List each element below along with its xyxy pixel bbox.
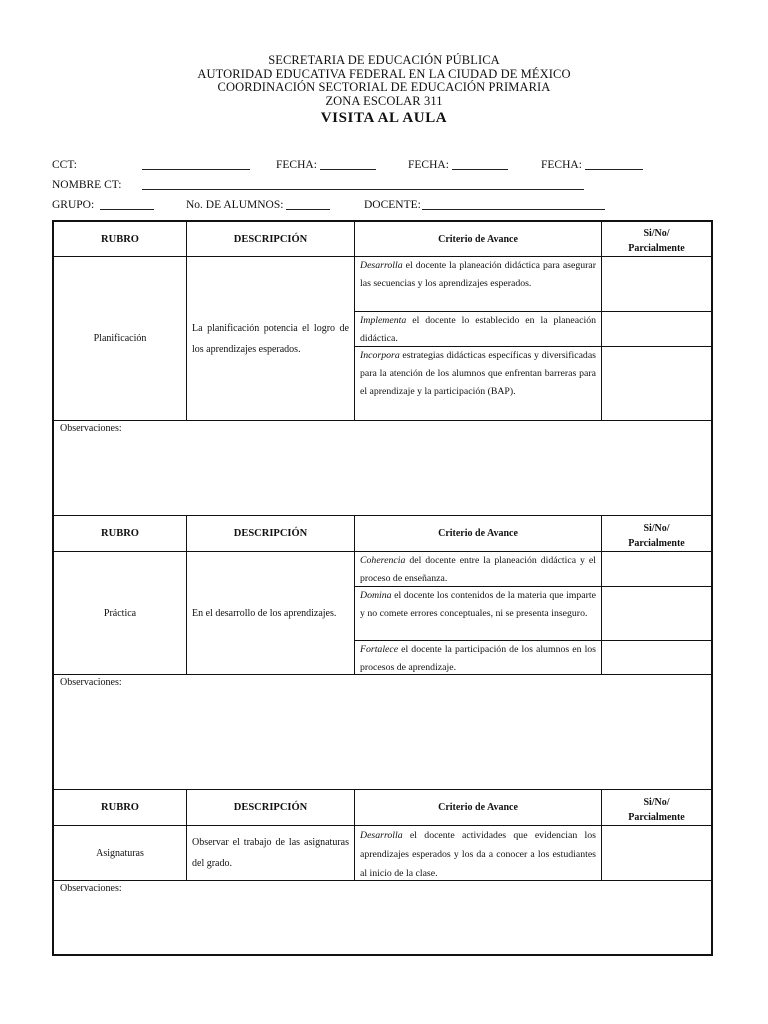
criterio-cell — [355, 826, 602, 881]
criterio-text: el docente actividades que evidencian los aprendizajes esperados y los da a conocer a los estudiantes al inicio de la clase. — [360, 830, 596, 879]
rubro-header: RUBRO — [54, 516, 187, 552]
sino-header-line-1: Si/No/ — [643, 522, 670, 534]
fecha-3-label: FECHA: — [541, 159, 582, 171]
cct-field[interactable] — [142, 158, 250, 170]
no-alumnos-field[interactable] — [286, 198, 330, 210]
sino-answer-cell[interactable] — [602, 587, 711, 641]
criterio-cell — [355, 257, 602, 312]
sino-answer-cell[interactable] — [602, 826, 711, 881]
rubro-cell: Asignaturas — [54, 826, 187, 881]
criterio-verb: Desarrolla — [360, 260, 403, 271]
rubro-cell: Práctica — [54, 552, 187, 675]
criterio-text: el docente los contenidos de la materia que imparte y no comete errores conceptuales, ni se presenta inseguro. — [360, 590, 596, 619]
sino-header-line-2: Parcialmente — [628, 243, 685, 254]
observaciones-label: Observaciones: — [60, 883, 122, 894]
rubro-header: RUBRO — [54, 222, 187, 257]
fecha-1-label: FECHA: — [276, 159, 317, 171]
criterio-cell — [355, 552, 602, 587]
rubro-cell: Planificación — [54, 257, 187, 421]
criterio-verb: Fortalece — [360, 644, 399, 655]
criterio-header: Criterio de Avance — [355, 516, 602, 552]
criterio-text: el docente la planeación didáctica para asegurar las secuencias y los aprendizajes esperados. — [360, 260, 596, 289]
criterio-header: Criterio de Avance — [355, 790, 602, 826]
document-title: VISITA AL AULA — [320, 110, 448, 126]
sino-answer-cell[interactable] — [602, 641, 711, 675]
grupo-label: GRUPO: — [52, 199, 95, 211]
criterio-verb: Implementa — [360, 315, 407, 326]
criterio-cell — [355, 312, 602, 347]
sino-answer-cell[interactable] — [602, 257, 711, 312]
observaciones-box[interactable] — [54, 675, 711, 790]
grupo-field[interactable] — [100, 198, 154, 210]
sino-header — [602, 222, 711, 257]
criterio-verb: Domina — [360, 590, 392, 601]
descripcion-header: DESCRIPCIÓN — [187, 222, 355, 257]
sino-header-line-1: Si/No/ — [643, 228, 670, 239]
sino-header-line-2: Parcialmente — [628, 811, 685, 823]
nombre-ct-field[interactable] — [142, 178, 584, 190]
sino-answer-cell[interactable] — [602, 552, 711, 587]
observaciones-box[interactable] — [54, 421, 711, 516]
observaciones-label: Observaciones: — [60, 677, 122, 688]
section-asignaturas — [54, 790, 711, 954]
criterio-cell — [355, 641, 602, 675]
nombre-ct-label: NOMBRE CT: — [52, 179, 122, 191]
docente-field[interactable] — [422, 198, 605, 210]
fecha-3-field[interactable] — [585, 158, 643, 170]
observaciones-label: Observaciones: — [60, 423, 122, 434]
criterio-text: estrategias didácticas específicas y diversificadas para la atención de los alumnos que enfrentan barreras para el aprendizaje y la participación (BAP). — [360, 350, 596, 397]
criterio-text: el docente lo establecido en la planeación didáctica. — [360, 315, 596, 344]
fecha-2-label: FECHA: — [408, 159, 449, 171]
criterio-verb: Incorpora — [360, 350, 400, 361]
docente-label: DOCENTE: — [364, 199, 421, 211]
descripcion-cell: La planificación potencia el logro de los aprendizajes esperados. — [187, 257, 355, 421]
fecha-2-field[interactable] — [452, 158, 508, 170]
section-planificacion — [54, 222, 711, 516]
descripcion-cell: En el desarrollo de los aprendizajes. — [187, 552, 355, 675]
document-header — [0, 54, 768, 127]
fecha-1-field[interactable] — [320, 158, 376, 170]
criterio-text: el docente la participación de los alumnos en los procesos de aprendizaje. — [360, 644, 596, 673]
header-line-3: COORDINACIÓN SECTORIAL DE EDUCACIÓN PRIMARIA — [217, 80, 551, 94]
header-line-2: AUTORIDAD EDUCATIVA FEDERAL EN LA CIUDAD DE MÉXICO — [197, 66, 571, 81]
sino-header-line-2: Parcialmente — [628, 537, 685, 549]
criterio-cell — [355, 347, 602, 421]
descripcion-cell: Observar el trabajo de las asignaturas del grado. — [187, 826, 355, 881]
evaluation-table — [52, 220, 713, 956]
no-alumnos-label: No. DE ALUMNOS: — [186, 199, 284, 211]
criterio-text: del docente entre la planeación didáctica y el proceso de enseñanza. — [360, 555, 596, 584]
sino-header — [602, 790, 711, 826]
header-line-4: ZONA ESCOLAR 311 — [325, 93, 443, 108]
criterio-header: Criterio de Avance — [355, 222, 602, 257]
descripcion-header: DESCRIPCIÓN — [187, 790, 355, 826]
section-practica — [54, 516, 711, 790]
rubro-header: RUBRO — [54, 790, 187, 826]
sino-header-line-1: Si/No/ — [643, 796, 670, 808]
header-line-1: SECRETARIA DE EDUCACIÓN PÚBLICA — [268, 53, 500, 67]
criterio-verb: Desarrolla — [360, 830, 403, 841]
sino-answer-cell[interactable] — [602, 312, 711, 347]
criterio-verb: Coherencia — [360, 555, 406, 566]
criterio-cell — [355, 587, 602, 641]
observaciones-box[interactable] — [54, 881, 711, 954]
sino-answer-cell[interactable] — [602, 347, 711, 421]
descripcion-header: DESCRIPCIÓN — [187, 516, 355, 552]
sino-header — [602, 516, 711, 552]
cct-label: CCT: — [52, 159, 77, 171]
